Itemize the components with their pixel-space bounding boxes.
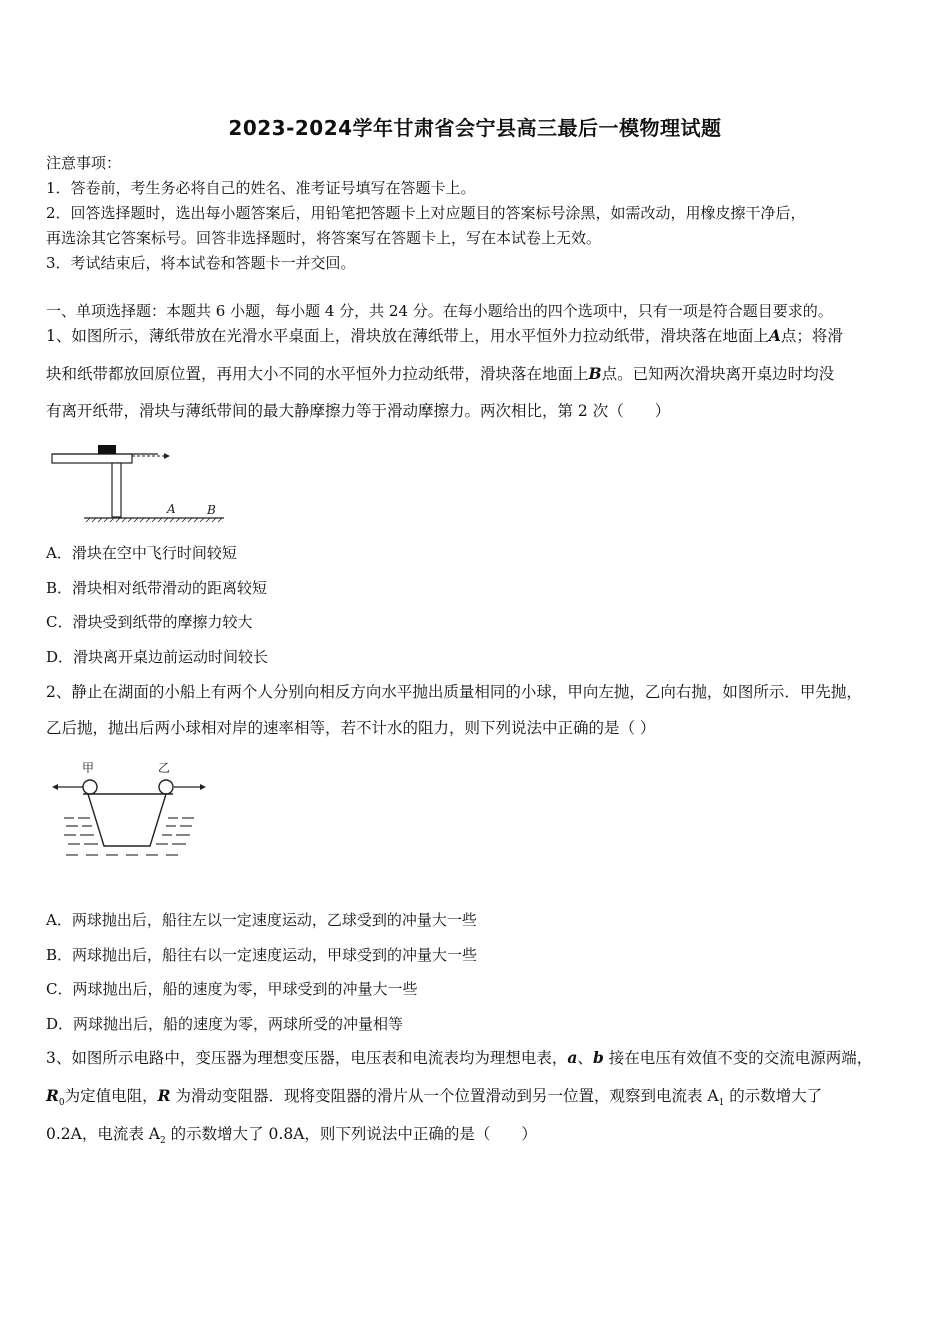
water-lines <box>64 818 194 855</box>
ball-jia <box>83 780 97 794</box>
notice-item-1: 1．答卷前，考生务必将自己的姓名、准考证号填写在答题卡上。 <box>46 179 476 197</box>
table-top <box>52 454 132 463</box>
ammeter-a1-sub: 1 <box>718 1098 725 1109</box>
q2-option-b: B．两球抛出后，船往右以一定速度运动，甲球受到的冲量大一些 <box>46 946 478 964</box>
q3-text: 为滑动变阻器．现将变阻器的滑片从一个位置滑动到另一位置，观察到电流表 A <box>170 1087 719 1105</box>
q3-text: 0.2A，电流表 A <box>46 1125 160 1143</box>
q3-stem-line3 <box>46 1123 916 1152</box>
resistor-r: R <box>157 1086 171 1105</box>
notice-item-2: 2．回答选择题时，选出每小题答案后，用铅笔把答题卡上对应题目的答案标号涂黑，如需改动，用橡皮擦干净后， <box>46 204 806 222</box>
q1-stem-line1 <box>46 325 916 347</box>
q3-text: 3、如图所示电路中，变压器为理想变压器，电压表和电流表均为理想电表， <box>46 1049 568 1067</box>
q1-option-c: C．滑块受到纸带的摩擦力较大 <box>46 613 253 631</box>
resistor-r0-sub: 0 <box>58 1098 65 1109</box>
q3-text: 接在电压有效值不变的交流电源两端， <box>603 1049 873 1067</box>
point-b-label: B <box>588 364 602 383</box>
point-a-label: A <box>768 326 781 345</box>
q3-text: 为定值电阻， <box>64 1087 158 1105</box>
figure-label-a: A <box>167 502 176 516</box>
table-leg <box>112 463 121 517</box>
terminal-b: b <box>592 1048 604 1067</box>
q1-text: 点；将滑 <box>780 327 843 345</box>
q2-stem-line2: 乙后抛，抛出后两小球相对岸的速率相等，若不计水的阻力，则下列说法中正确的是（ ） <box>46 719 656 737</box>
q3-text: 的示数增大了 <box>724 1087 823 1105</box>
q1-option-d: D．滑块离开桌边前运动时间较长 <box>46 648 269 666</box>
person-yi-label: 乙 <box>158 761 171 775</box>
q3-text: 、 <box>577 1049 593 1067</box>
terminal-a: a <box>567 1048 578 1067</box>
right-arrow-head <box>200 784 206 790</box>
section-heading: 一、单项选择题：本题共 6 小题，每小题 4 分，共 24 分。在每小题给出的四个选项中，只有一项是符合题目要求的。 <box>46 302 833 320</box>
resistor-r0: R <box>46 1086 59 1105</box>
q2-option-d: D．两球抛出后，船的速度为零，两球所受的冲量相等 <box>46 1015 404 1033</box>
q1-text: 1、如图所示，薄纸带放在光滑水平桌面上，滑块放在薄纸带上，用水平恒外力拉动纸带，滑块落在地面上 <box>46 327 769 345</box>
person-jia-label: 甲 <box>82 761 95 775</box>
left-arrow-head <box>52 784 58 790</box>
q1-option-a: A．滑块在空中飞行时间较短 <box>46 544 237 562</box>
ball-yi <box>159 780 173 794</box>
q1-text: 点。已知两次滑块离开桌边时均没 <box>601 365 835 383</box>
arrow-head <box>164 453 170 459</box>
notice-item-3: 3．考试结束后，将本试卷和答题卡一并交回。 <box>46 254 356 272</box>
q2-option-a: A．两球抛出后，船往左以一定速度运动，乙球受到的冲量大一些 <box>46 911 477 929</box>
notice-item-2-cont: 再选涂其它答案标号。回答非选择题时，将答案写在答题卡上，写在本试卷上无效。 <box>46 229 602 247</box>
ammeter-a2-sub: 2 <box>159 1136 166 1147</box>
q1-option-b: B．滑块相对纸带滑动的距离较短 <box>46 579 268 597</box>
q1-figure <box>48 432 238 528</box>
q2-option-c: C．两球抛出后，船的速度为零，甲球受到的冲量大一些 <box>46 980 418 998</box>
q3-stem-line2 <box>46 1085 916 1114</box>
notice-heading: 注意事项： <box>46 154 122 172</box>
q3-stem-line1 <box>46 1047 916 1069</box>
q1-stem-line2 <box>46 363 916 385</box>
q1-text: 块和纸带都放回原位置，再用大小不同的水平恒外力拉动纸带，滑块落在地面上 <box>46 365 589 383</box>
q2-figure <box>50 756 210 866</box>
q2-stem-line1: 2、静止在湖面的小船上有两个人分别向相反方向水平抛出质量相同的小球，甲向左抛，乙向右抛，如图所示．甲先抛， <box>46 683 862 701</box>
figure-label-b: B <box>207 503 216 517</box>
page-title: 2023-2024学年甘肃省会宁县高三最后一模物理试题 <box>228 116 722 140</box>
boat-hull <box>88 794 166 846</box>
q1-stem-line3: 有离开纸带，滑块与薄纸带间的最大静摩擦力等于滑动摩擦力。两次相比，第 2 次（ ） <box>46 402 671 420</box>
slider-block <box>98 445 116 454</box>
q3-text: 的示数增大了 0.8A，则下列说法中正确的是（ ） <box>165 1125 537 1143</box>
